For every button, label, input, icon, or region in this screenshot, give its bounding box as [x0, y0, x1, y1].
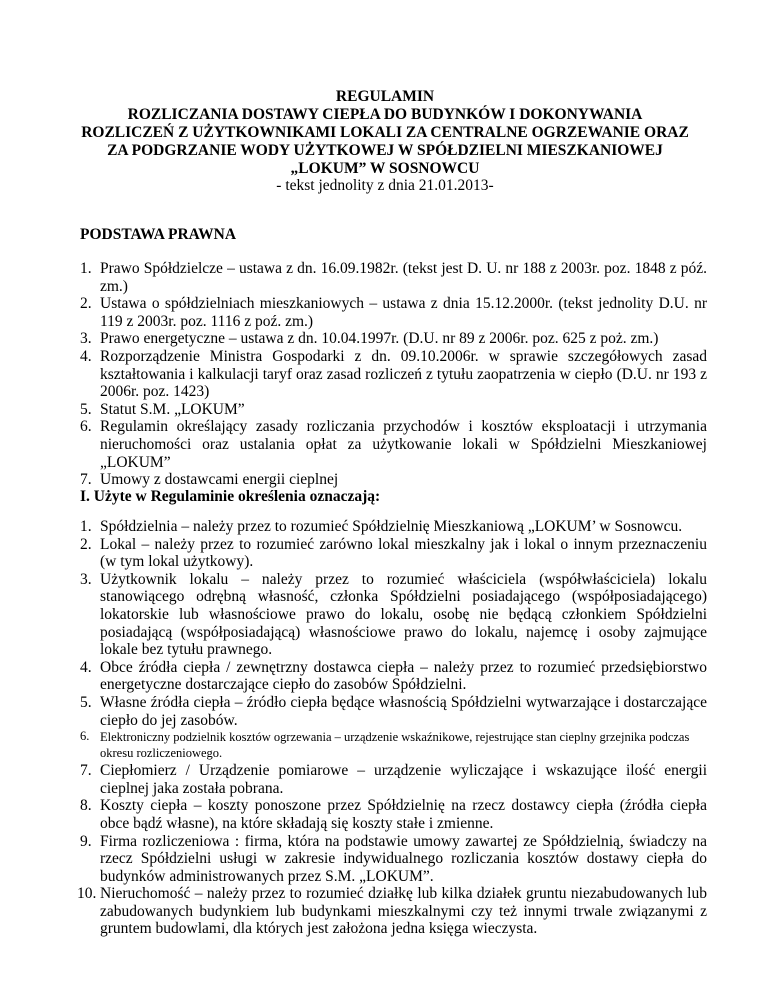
- list-item: [80, 330, 707, 348]
- item-number: 1.: [80, 518, 92, 535]
- title-line: ZA PODGRZANIE WODY UŻYTKOWEJ W SPÓŁDZIELNI MIESZKANIOWEJ: [107, 142, 663, 159]
- list-item: [80, 295, 707, 330]
- list-item: [80, 518, 707, 536]
- item-text: Firma rozliczeniowa : firma, która na podstawie umowy zawartej ze Spółdzielnią, świadczy na rzecz Spółdzielni usługi w zakresie indywidualnego rozliczania kosztów dostawy ciepła do budynków administrowanych przez S.M. „LOKUM”.: [100, 832, 707, 885]
- list-item: [80, 659, 707, 694]
- item-text: Własne źródła ciepła – źródło ciepła będące własnością Spółdzielni wytwarzające i dostarczające ciepło do jej zasobów.: [100, 693, 707, 729]
- item-number: 7.: [80, 762, 92, 780]
- item-number: 2.: [80, 535, 92, 553]
- section-heading-legal-basis: PODSTAWA PRAWNA: [80, 226, 237, 243]
- item-number: 2.: [80, 295, 92, 313]
- item-number: 4.: [80, 347, 92, 365]
- item-number: 9.: [80, 832, 92, 850]
- item-text: Prawo Spółdzielcze – ustawa z dn. 16.09.1982r. (tekst jest D. U. nr 188 z 2003r. poz. 1848 z póź. zm.): [100, 260, 707, 295]
- item-number: 4.: [80, 658, 92, 676]
- item-text: Lokal – należy przez to rozumieć zarówno lokal mieszkalny jak i lokal o innym przeznaczeniu (w tym lokal użytkowy).: [100, 535, 707, 571]
- list-item: [80, 729, 707, 762]
- item-text: Rozporządzenie Ministra Gospodarki z dn. 09.10.2006r. w sprawie szczegółowych zasad kształtowania i kalkulacji taryf oraz zasad rozliczeń z tytułu zaopatrzenia w ciepło (D.U. nr 193 z 2006r. poz. 1423): [100, 347, 707, 401]
- list-item: [80, 471, 707, 489]
- list-item: [80, 694, 707, 729]
- title-line: REGULAMIN: [335, 88, 435, 105]
- item-number: 5.: [80, 693, 92, 711]
- item-number: 6.: [80, 418, 92, 436]
- title-line: ROZLICZEŃ Z UŻYTKOWNIKAMI LOKALI ZA CENTRALNE OGRZEWANIE ORAZ: [81, 124, 689, 141]
- list-item: [80, 536, 707, 571]
- list-item: [80, 418, 707, 471]
- list-item: [77, 885, 707, 938]
- list-item: [80, 571, 707, 659]
- item-text: Ciepłomierz / Urządzenie pomiarowe – urządzenie wyliczające i wskazujące ilość energii cieplnej jaka została pobrana.: [100, 762, 707, 797]
- document-subtitle: - tekst jednolity z dnia 21.01.2013-: [276, 177, 494, 194]
- item-text: Obce źródła ciepła / zewnętrzny dostawca ciepła – należy przez to rozumieć przedsiębiorstwo energetyczne dostarczające ciepło do zasobów Spółdzielni.: [100, 658, 707, 694]
- item-number: 5.: [80, 400, 92, 418]
- item-text: Spółdzielnia – należy przez to rozumieć Spółdzielnię Mieszkaniową „LOKUM’ w Sosnowcu.: [100, 518, 683, 535]
- list-item: [80, 762, 707, 797]
- item-text: Użytkownik lokalu – należy przez to rozumieć właściciela (współwłaściciela) lokalu stanowiącego odrębną własność, członka Spółdzielni posiadającego (współposiadającego) lokatorskie lub własnościowe prawo do lokalu, osobę nie będącą członkiem Spółdzielni posiadającą (współposiadającą) własnościowe prawo do lokalu, najemcę i osoby zajmujące lokale bez tytułu prawnego.: [100, 570, 707, 659]
- item-number: 3.: [80, 570, 92, 588]
- list-item: [80, 401, 707, 419]
- item-number: 1.: [80, 260, 92, 277]
- list-item: [80, 260, 707, 295]
- list-item: [80, 833, 707, 886]
- item-text: Regulamin określający zasady rozliczania przychodów i kosztów eksploatacji i utrzymania nieruchomości oraz ustalania opłat za użytkowanie lokali w Spółdzielni Mieszkaniowej „LOKUM”: [100, 418, 707, 471]
- item-number: 10.: [77, 885, 97, 903]
- definitions-list: [77, 518, 707, 938]
- item-text: Prawo energetyczne – ustawa z dn. 10.04.1997r. (D.U. nr 89 z 2006r. poz. 625 z poż. zm.): [100, 330, 659, 348]
- item-text: Nieruchomość – należy przez to rozumieć działkę lub kilka działek gruntu niezabudowanych lub zabudowanych budynkiem lub budynkami mieszkalnymi czy też innymi trwale związanymi z gruntem budowlami, dla których jest założona jedna księga wieczysta.: [100, 885, 707, 938]
- section-heading-definitions: I. Użyte w Regulaminie określenia oznaczają:: [80, 488, 381, 505]
- item-number: 6.: [80, 729, 90, 744]
- item-text: Umowy z dostawcami energii cieplnej: [100, 471, 339, 489]
- legal-basis-list: [80, 260, 707, 489]
- title-line: „LOKUM” W SOSNOWCU: [290, 160, 480, 177]
- item-text: Koszty ciepła – koszty ponoszone przez Spółdzielnię na rzecz dostawcy ciepła (źródła ciepła obce bądź własne), na które składają się koszty stałe i zmienne.: [100, 797, 707, 832]
- item-number: 7.: [80, 471, 92, 489]
- item-text: Statut S.M. „LOKUM”: [100, 400, 245, 418]
- item-text: Ustawa o spółdzielniach mieszkaniowych – ustawa z dnia 15.12.2000r. (tekst jednolity D.U. nr 119 z 2003r. poz. 1116 z poź. zm.): [100, 295, 707, 330]
- item-text: Elektroniczny podzielnik kosztów ogrzewania – urządzenie wskaźnikowe, rejestrujące stan cieplny grzejnika podczas okresu rozliczeniowego.: [100, 730, 690, 760]
- title-line: ROZLICZANIA DOSTAWY CIEPŁA DO BUDYNKÓW I DOKONYWANIA: [127, 106, 643, 123]
- document-title: [80, 88, 690, 178]
- item-number: 8.: [80, 797, 92, 815]
- list-item: [80, 797, 707, 832]
- item-number: 3.: [80, 330, 92, 348]
- list-item: [80, 348, 707, 401]
